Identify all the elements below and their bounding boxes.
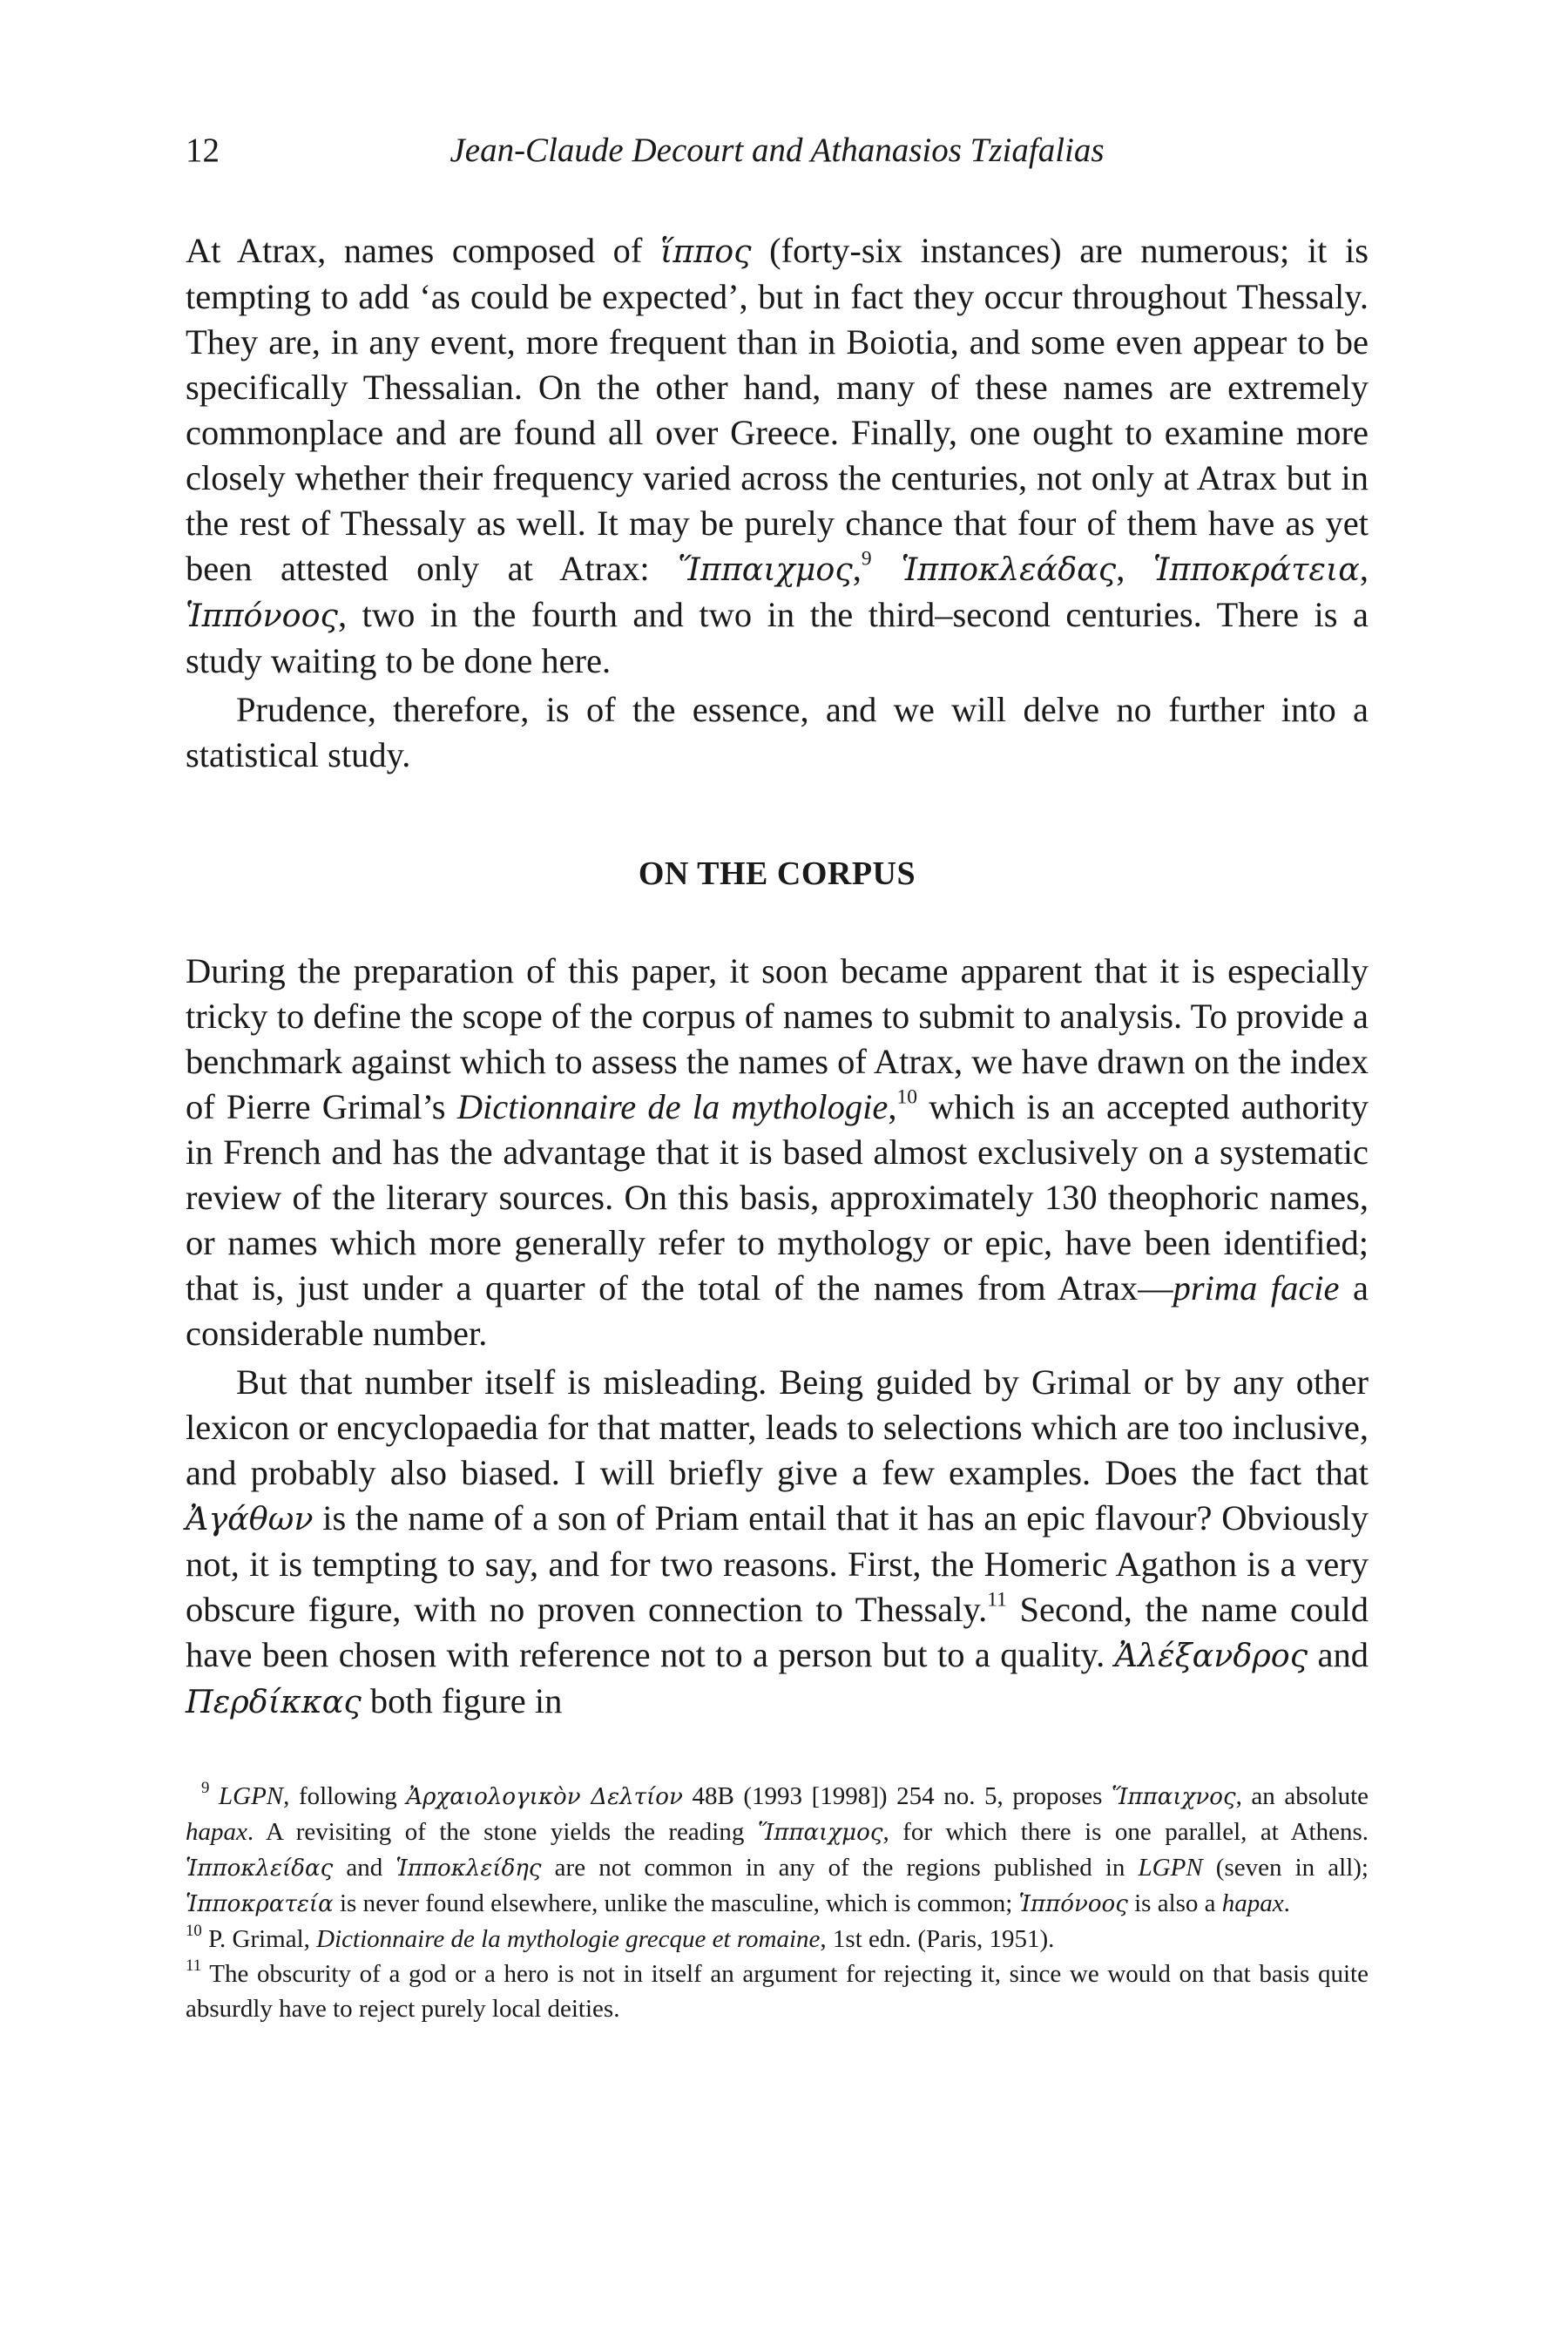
- text: But that number itself is misleading. Being guided by Grimal or by any other lexicon or encyclopaedia for that matter, leads to selections which are too inclusive, and probably also biased. I will briefly give a few examples. Does the fact that: [186, 1362, 1369, 1492]
- paragraph-corpus-definition: [186, 949, 1369, 1356]
- abbrev: LGPN: [1138, 1854, 1203, 1882]
- text: is never found elsewhere, unlike the masculine, which is common;: [333, 1889, 1019, 1917]
- text: P. Grimal,: [201, 1925, 317, 1953]
- greek-term: Ἱπποκλείδης: [395, 1855, 542, 1882]
- italic-phrase: prima facie: [1173, 1268, 1340, 1308]
- text: , an absolute: [1235, 1782, 1369, 1810]
- greek-term: Ἱππόνοος: [1018, 1891, 1128, 1917]
- greek-term: Ἵππαιχμος: [757, 1820, 883, 1846]
- text: , for which there is one parallel, at Athens.: [882, 1818, 1369, 1846]
- book-title: Dictionnaire de la mythologie grecque et romaine: [316, 1925, 821, 1953]
- book-title: Dictionnaire de la mythologie: [456, 1087, 889, 1126]
- text: , 1st edn. (Paris, 1951).: [820, 1925, 1055, 1953]
- footnote-ref-11: 11: [987, 1588, 1007, 1612]
- greek-term: Ἱπποκράτεια: [1152, 551, 1360, 588]
- page-number: 12: [186, 132, 220, 169]
- text: is also a: [1127, 1889, 1222, 1917]
- text: both figure in: [361, 1681, 563, 1720]
- italic-word: hapax: [1221, 1889, 1284, 1917]
- footnote-9: [186, 1779, 1369, 1922]
- text: (forty-six instances) are numerous; it is tempting to add ‘as could be expected’, but in fact they occur throughout Thessaly. They are, in any event, more frequent than in Boiotia, and some even appear to be specifically Thessalian. On the other hand, many of these names are extremely commonplace and are found all over Greece. Finally, one ought to examine more closely whether their frequency varied across the centuries, not only at Atrax but in the rest of Thessaly as well. It may be purely chance that four of them have as yet been attested only at Atrax:: [186, 231, 1369, 588]
- text: is the name of a son of Priam entail that it has an epic flavour? Obviously not, it is tempting to say, and for two reasons. First, the Homeric Agathon is a very obscure figure, with no proven connection to Thessaly.: [186, 1498, 1369, 1629]
- text: ,: [1116, 549, 1153, 588]
- footnote-11: [186, 1957, 1369, 2026]
- page: [186, 131, 1369, 2026]
- text: . A revisiting of the stone yields the reading: [247, 1818, 758, 1846]
- greek-term: Ἀρχαιολογικὸν Δελτίον: [406, 1784, 683, 1810]
- abbrev: LGPN: [219, 1782, 284, 1810]
- greek-term: ἵππος: [660, 233, 752, 270]
- running-title: Jean-Claude Decourt and Athanasios Tziafalias: [449, 132, 1105, 169]
- greek-term: Ἵππαιχμος: [678, 551, 853, 588]
- greek-term: Ἱπποκλεάδας: [871, 551, 1117, 588]
- text: At Atrax, names composed of: [186, 231, 661, 270]
- footnote-ref-10: 10: [896, 1085, 918, 1109]
- greek-term: Ἀγάθων: [186, 1500, 314, 1538]
- text: .: [1283, 1889, 1290, 1917]
- text: , following: [283, 1782, 407, 1810]
- greek-term: Ἱπποκρατεία: [186, 1891, 334, 1917]
- text: ,: [852, 549, 862, 588]
- greek-term: Ἀλέξανδρος: [1114, 1637, 1308, 1674]
- running-head: [186, 131, 1369, 183]
- text: Second, the name could have been chosen with reference not to a person but to a quality.: [186, 1590, 1369, 1674]
- text: are not common in any of the regions published in: [541, 1854, 1139, 1882]
- text: (seven in all);: [1202, 1854, 1369, 1882]
- text: ,: [888, 1087, 897, 1126]
- section-heading: ON THE CORPUS: [638, 855, 916, 892]
- italic-word: hapax: [186, 1818, 247, 1846]
- footnote-ref-9: 9: [861, 547, 872, 571]
- greek-term: Ἱππόνοος: [186, 597, 338, 634]
- paragraph-atrax-hippos-names: [186, 228, 1369, 684]
- footnote-number: 10: [186, 1921, 202, 1940]
- footnotes: [186, 1779, 1369, 2026]
- text: which is an accepted authority in French and has the advantage that it is based almost exclusively on a systematic review of the literary sources. On this basis, approximately 130 theophoric names, or names which more generally refer to mythology or epic, have been identified; that is, just under a quarter of the total of the names from Atrax—: [186, 1087, 1369, 1308]
- text: During the preparation of this paper, it soon became apparent that it is especially tricky to define the scope of the corpus of names to submit to analysis. To provide a benchmark against which to assess the names of Atrax, we have drawn on the index of Pierre Grimal’s: [186, 951, 1369, 1126]
- footnote-number: 9: [201, 1778, 210, 1797]
- footnote-number: 11: [186, 1956, 202, 1975]
- text: [209, 1782, 219, 1810]
- text: and: [333, 1854, 396, 1882]
- text: ,: [1359, 549, 1369, 588]
- text: 48B (1993 [1998]) 254 no. 5, proposes: [682, 1782, 1112, 1810]
- footnote-10: [186, 1922, 1369, 1957]
- greek-term: Ἱπποκλείδας: [186, 1855, 334, 1882]
- paragraph-prudence: Prudence, therefore, is of the essence, and we will delve no further into a statistical study.: [186, 690, 1369, 774]
- text: , two in the fourth and two in the third–second centuries. There is a study waiting to be done here.: [186, 595, 1369, 680]
- paragraph-misleading-number: [186, 1360, 1369, 1725]
- text: and: [1308, 1635, 1369, 1674]
- greek-term: Ἵππαιχνος: [1112, 1784, 1236, 1810]
- text: The obscurity of a god or a hero is not in itself an argument for rejecting it, since we would on that basis quite absurdly have to reject purely local deities.: [186, 1960, 1369, 2023]
- greek-term: Περδίκκας: [186, 1683, 362, 1720]
- text: a considerable number.: [186, 1268, 1369, 1353]
